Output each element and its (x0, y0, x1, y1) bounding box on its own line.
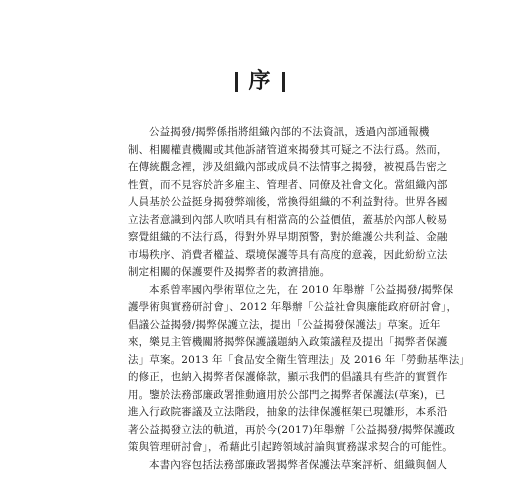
chapter-title: 序 (248, 69, 272, 94)
text-line: 法」草案。2013 年「食品安全衛生管理法」及 2016 年「勞動基準法」 (128, 353, 471, 366)
text-line: 護學術與實務研討會」、2012 年舉辦「公益社會與廉能政府研討會」， (128, 301, 458, 313)
text-line: 倡議公益揭發/揭弊保護立法，提出「公益揭發保護法」草案。近年 (128, 318, 441, 331)
heading-left-bar (235, 72, 238, 92)
text-line: 市場秩序、消費者權益、環境保護等具有高度的意義，因此紛紛立法 (128, 248, 448, 261)
preface-body (128, 124, 471, 474)
text-line: 性質，而不見容於許多雇主、管理者、同僚及社會文化。當組織內部 (128, 178, 448, 191)
text-line: 的修正，也納入揭弊者保護條款，顯示我們的倡議具有些許的實質作 (128, 371, 448, 383)
heading-right-bar (282, 72, 285, 92)
paragraph (128, 457, 448, 475)
text-line: 在傳統觀念裡，涉及組織內部或成員不法情事之揭發，被視爲告密之 (128, 161, 448, 173)
chapter-heading (0, 70, 520, 94)
text-line: 立法者意識到內部人吹哨具有相當高的公益價值，蓋基於內部人較易 (128, 213, 448, 226)
text-line: 制、相關權責機關或其他訴諸管道來揭發其可疑之不法行爲。然而， (128, 143, 448, 156)
text-line: 制定相關的保護要件及揭弊者的救濟措施。 (128, 266, 331, 278)
text-line: 進入行政院審議及立法階段，抽象的法律保護框架已現雛形，本系沿 (128, 406, 448, 418)
text-line: 察覺組織的不法行爲，得對外界早期預警，對於維護公共利益、金融 (128, 231, 448, 243)
text-line: 策與管理研討會」，希藉此引起跨領域討論與實務謀求契合的可能性。 (128, 441, 453, 453)
text-line: 來，樂見主管機關將揭弊保護議題納入政策議程及提出「揭弊者保護 (128, 336, 448, 348)
paragraph (128, 282, 471, 457)
text-line: 公益揭發/揭弊係指將組織內部的不法資訊，透過內部通報機 (149, 126, 430, 138)
text-line: 著公益揭發立法的軌道，再於今(2017)年舉辦「公益揭發/揭弊保護政 (128, 423, 456, 436)
text-line: 本書內容包括法務部廉政署揭弊者保護法草案評析、組織與個人 (149, 458, 448, 471)
text-line: 用。鑒於法務部廉政署推動適用於公部門之揭弊者保護法(草案)，已 (128, 388, 446, 401)
paragraph (128, 124, 448, 282)
text-line: 人員基於公益挺身揭發弊端後，常換得組織的不利益對待。世界各國 (128, 196, 448, 208)
text-line: 本系曾率國內學術單位之先，在 2010 年舉辦「公益揭發/揭弊保 (149, 283, 454, 296)
